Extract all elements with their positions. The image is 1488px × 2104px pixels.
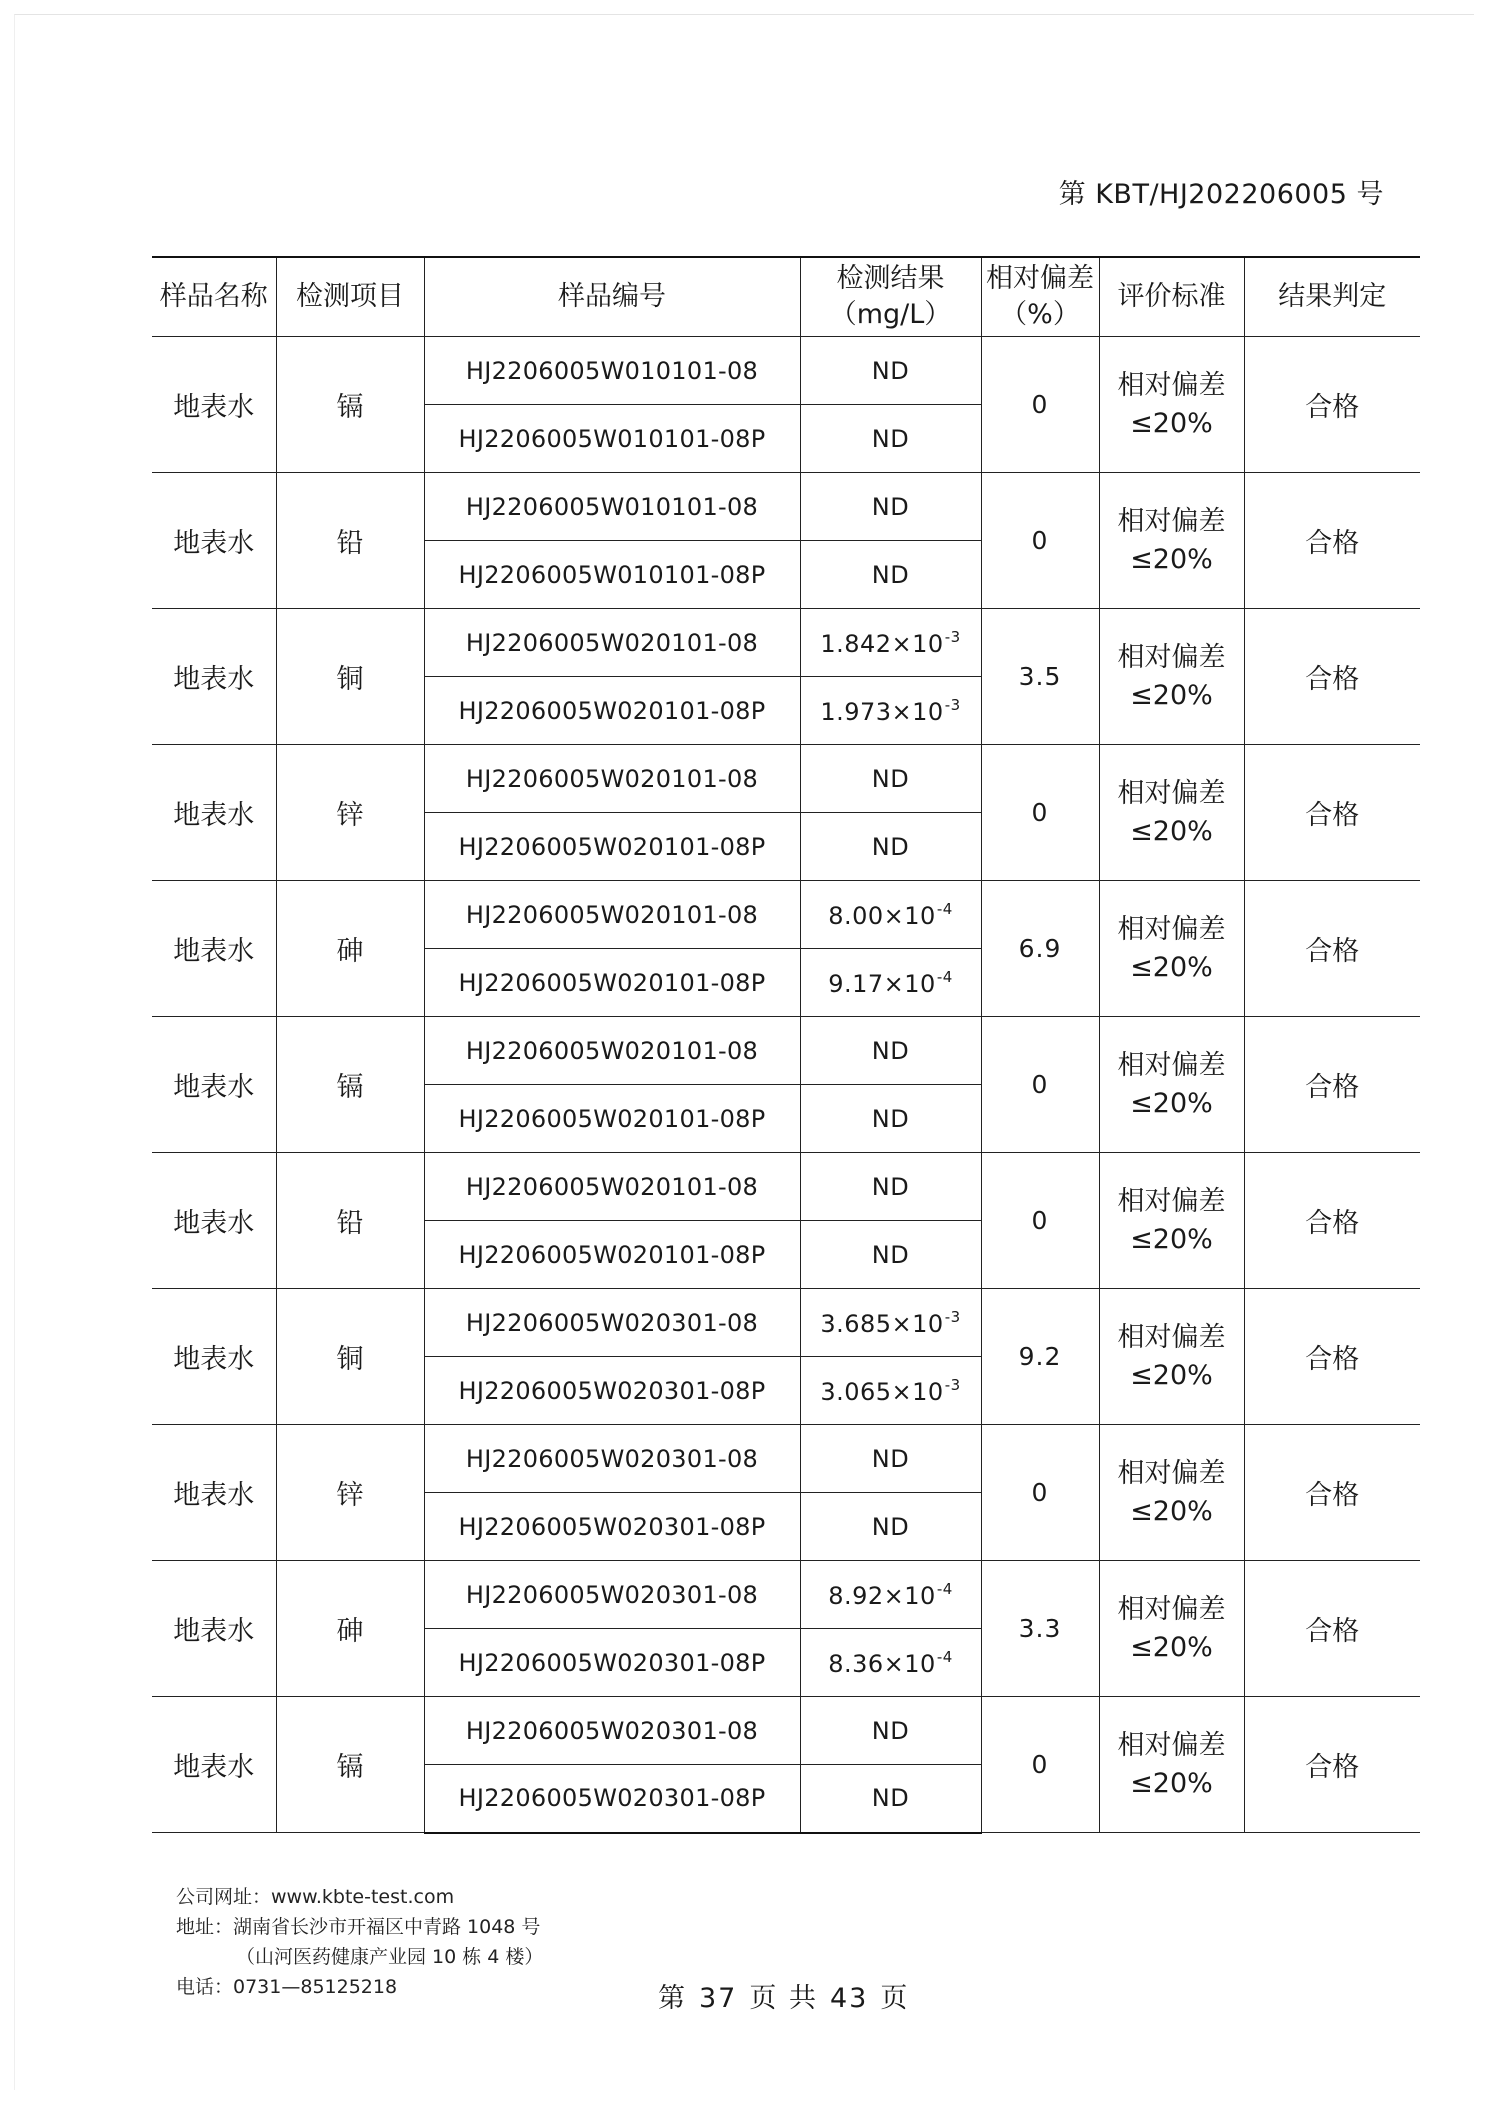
test-item-cell: 镉 bbox=[276, 337, 424, 473]
sample-id-cell: HJ2206005W020101-08P bbox=[424, 1221, 800, 1289]
sample-id-cell: HJ2206005W020101-08P bbox=[424, 1085, 800, 1153]
result-cell bbox=[800, 881, 981, 949]
report-number: 第 KBT/HJ202206005 号 bbox=[1058, 179, 1384, 210]
standard-label: 相对偏差 bbox=[1117, 1457, 1226, 1489]
sample-id-cell: HJ2206005W010101-08 bbox=[424, 337, 800, 405]
result-cell bbox=[800, 1221, 981, 1289]
sample-id-cell: HJ2206005W010101-08P bbox=[424, 405, 800, 473]
result-exponent: -4 bbox=[936, 967, 953, 986]
result-value: 9.17×10 bbox=[828, 969, 936, 998]
judgment-cell: 合格 bbox=[1244, 1289, 1420, 1425]
result-cell bbox=[800, 541, 981, 609]
relative-deviation-cell: 9.2 bbox=[981, 1289, 1099, 1425]
result-cell bbox=[800, 813, 981, 881]
results-table bbox=[152, 256, 1420, 1834]
judgment-cell: 合格 bbox=[1244, 881, 1420, 1017]
sample-name-cell: 地表水 bbox=[152, 473, 276, 609]
result-cell bbox=[800, 677, 981, 745]
sample-name-cell: 地表水 bbox=[152, 1289, 276, 1425]
table-row bbox=[152, 337, 1420, 405]
sample-id-cell: HJ2206005W020101-08 bbox=[424, 745, 800, 813]
result-value: ND bbox=[871, 1512, 910, 1541]
header-test-item: 检测项目 bbox=[276, 257, 424, 337]
result-exponent: -3 bbox=[944, 1307, 961, 1326]
result-cell bbox=[800, 1561, 981, 1629]
result-exponent: -4 bbox=[936, 899, 953, 918]
relative-deviation-cell: 0 bbox=[981, 1697, 1099, 1833]
judgment-cell: 合格 bbox=[1244, 1561, 1420, 1697]
standard-limit: ≤20% bbox=[1130, 815, 1213, 847]
company-phone: 电话：0731—85125218 bbox=[176, 1976, 398, 1998]
standard-label: 相对偏差 bbox=[1117, 1185, 1226, 1217]
sample-id-cell: HJ2206005W020301-08 bbox=[424, 1289, 800, 1357]
result-value: 1.973×10 bbox=[820, 697, 944, 726]
result-exponent: -3 bbox=[944, 695, 961, 714]
result-cell bbox=[800, 1765, 981, 1833]
standard-label: 相对偏差 bbox=[1117, 1729, 1226, 1761]
result-value: ND bbox=[871, 492, 910, 521]
table-row bbox=[152, 609, 1420, 677]
sample-id-cell: HJ2206005W020101-08 bbox=[424, 1153, 800, 1221]
judgment-cell: 合格 bbox=[1244, 1425, 1420, 1561]
sample-id-cell: HJ2206005W020301-08P bbox=[424, 1629, 800, 1697]
sample-name-cell: 地表水 bbox=[152, 881, 276, 1017]
standard-cell bbox=[1099, 337, 1244, 473]
table-row bbox=[152, 1017, 1420, 1085]
sample-id-cell: HJ2206005W020301-08P bbox=[424, 1357, 800, 1425]
test-item-cell: 铜 bbox=[276, 609, 424, 745]
company-address: 地址：湖南省长沙市开福区中青路 1048 号 bbox=[176, 1916, 541, 1938]
judgment-cell: 合格 bbox=[1244, 1153, 1420, 1289]
result-exponent: -4 bbox=[936, 1647, 953, 1666]
result-value: ND bbox=[871, 1444, 910, 1473]
result-value: ND bbox=[871, 424, 910, 453]
relative-deviation-cell: 0 bbox=[981, 1017, 1099, 1153]
judgment-cell: 合格 bbox=[1244, 609, 1420, 745]
sample-id-cell: HJ2206005W020301-08P bbox=[424, 1493, 800, 1561]
relative-deviation-cell: 3.3 bbox=[981, 1561, 1099, 1697]
result-cell bbox=[800, 1153, 981, 1221]
result-cell bbox=[800, 337, 981, 405]
sample-id-cell: HJ2206005W020301-08 bbox=[424, 1425, 800, 1493]
standard-cell bbox=[1099, 745, 1244, 881]
result-exponent: -4 bbox=[936, 1579, 953, 1598]
result-value: 8.92×10 bbox=[828, 1581, 936, 1610]
standard-cell bbox=[1099, 1561, 1244, 1697]
result-cell bbox=[800, 609, 981, 677]
result-value: ND bbox=[871, 1240, 910, 1269]
header-judgment: 结果判定 bbox=[1244, 257, 1420, 337]
result-value: 8.36×10 bbox=[828, 1649, 936, 1678]
sample-name-cell: 地表水 bbox=[152, 1561, 276, 1697]
company-address-detail: （山河医药健康产业园 10 栋 4 楼） bbox=[236, 1946, 544, 1968]
result-value: 3.685×10 bbox=[820, 1309, 944, 1338]
result-value: 8.00×10 bbox=[828, 901, 936, 930]
relative-deviation-cell: 0 bbox=[981, 745, 1099, 881]
standard-limit: ≤20% bbox=[1130, 1359, 1213, 1391]
page-number-prefix: 第 bbox=[658, 1983, 687, 2014]
standard-limit: ≤20% bbox=[1130, 543, 1213, 575]
standard-label: 相对偏差 bbox=[1117, 1593, 1226, 1625]
table-row bbox=[152, 1153, 1420, 1221]
standard-cell bbox=[1099, 1289, 1244, 1425]
relative-deviation-cell: 0 bbox=[981, 1425, 1099, 1561]
table-row bbox=[152, 1425, 1420, 1493]
header-result: 检测结果（mg/L） bbox=[800, 257, 981, 337]
standard-cell bbox=[1099, 1697, 1244, 1833]
judgment-cell: 合格 bbox=[1244, 745, 1420, 881]
result-value: ND bbox=[871, 1104, 910, 1133]
result-value: ND bbox=[871, 356, 910, 385]
result-value: 1.842×10 bbox=[820, 629, 944, 658]
result-cell bbox=[800, 949, 981, 1017]
result-cell bbox=[800, 1289, 981, 1357]
result-cell bbox=[800, 405, 981, 473]
result-value: 3.065×10 bbox=[820, 1377, 944, 1406]
standard-limit: ≤20% bbox=[1130, 1087, 1213, 1119]
relative-deviation-cell: 3.5 bbox=[981, 609, 1099, 745]
sample-id-cell: HJ2206005W020101-08P bbox=[424, 949, 800, 1017]
result-cell bbox=[800, 1493, 981, 1561]
standard-limit: ≤20% bbox=[1130, 1767, 1213, 1799]
relative-deviation-cell: 0 bbox=[981, 337, 1099, 473]
standard-label: 相对偏差 bbox=[1117, 777, 1226, 809]
sample-id-cell: HJ2206005W020301-08 bbox=[424, 1697, 800, 1765]
test-item-cell: 锌 bbox=[276, 1425, 424, 1561]
header-relative-deviation: 相对偏差（%） bbox=[981, 257, 1099, 337]
sample-name-cell: 地表水 bbox=[152, 1153, 276, 1289]
page-number-middle: 页 共 bbox=[749, 1983, 818, 2014]
result-cell bbox=[800, 1085, 981, 1153]
standard-cell bbox=[1099, 473, 1244, 609]
standard-label: 相对偏差 bbox=[1117, 369, 1226, 401]
page-number-current: 37 bbox=[699, 1983, 738, 2014]
sample-id-cell: HJ2206005W020301-08 bbox=[424, 1561, 800, 1629]
table-row bbox=[152, 1697, 1420, 1765]
test-item-cell: 镉 bbox=[276, 1697, 424, 1833]
standard-label: 相对偏差 bbox=[1117, 1321, 1226, 1353]
judgment-cell: 合格 bbox=[1244, 473, 1420, 609]
table-row bbox=[152, 1561, 1420, 1629]
page-number bbox=[652, 1976, 915, 2015]
sample-id-cell: HJ2206005W020101-08P bbox=[424, 677, 800, 745]
sample-id-cell: HJ2206005W010101-08 bbox=[424, 473, 800, 541]
result-value: ND bbox=[871, 1172, 910, 1201]
company-footer bbox=[176, 1882, 543, 2002]
table-body bbox=[152, 337, 1420, 1833]
result-value: ND bbox=[871, 1716, 910, 1745]
standard-label: 相对偏差 bbox=[1117, 1049, 1226, 1081]
result-exponent: -3 bbox=[944, 627, 961, 646]
standard-limit: ≤20% bbox=[1130, 679, 1213, 711]
result-cell bbox=[800, 1357, 981, 1425]
result-value: ND bbox=[871, 1036, 910, 1065]
sample-name-cell: 地表水 bbox=[152, 1425, 276, 1561]
page-number-suffix: 页 bbox=[880, 1983, 910, 2014]
standard-cell bbox=[1099, 1425, 1244, 1561]
result-exponent: -3 bbox=[944, 1375, 961, 1394]
standard-label: 相对偏差 bbox=[1117, 505, 1226, 537]
sample-id-cell: HJ2206005W020101-08 bbox=[424, 609, 800, 677]
table-row bbox=[152, 881, 1420, 949]
result-cell bbox=[800, 473, 981, 541]
sample-id-cell: HJ2206005W010101-08P bbox=[424, 541, 800, 609]
judgment-cell: 合格 bbox=[1244, 337, 1420, 473]
result-value: ND bbox=[871, 832, 910, 861]
header-sample-id: 样品编号 bbox=[424, 257, 800, 337]
sample-name-cell: 地表水 bbox=[152, 1697, 276, 1833]
sample-name-cell: 地表水 bbox=[152, 745, 276, 881]
relative-deviation-cell: 0 bbox=[981, 1153, 1099, 1289]
standard-label: 相对偏差 bbox=[1117, 641, 1226, 673]
test-item-cell: 铜 bbox=[276, 1289, 424, 1425]
header-standard: 评价标准 bbox=[1099, 257, 1244, 337]
sample-id-cell: HJ2206005W020301-08P bbox=[424, 1765, 800, 1833]
test-item-cell: 砷 bbox=[276, 1561, 424, 1697]
sample-name-cell: 地表水 bbox=[152, 1017, 276, 1153]
test-item-cell: 铅 bbox=[276, 473, 424, 609]
standard-limit: ≤20% bbox=[1130, 407, 1213, 439]
result-cell bbox=[800, 745, 981, 813]
sample-id-cell: HJ2206005W020101-08 bbox=[424, 1017, 800, 1085]
standard-cell bbox=[1099, 1153, 1244, 1289]
test-item-cell: 铅 bbox=[276, 1153, 424, 1289]
sample-id-cell: HJ2206005W020101-08P bbox=[424, 813, 800, 881]
result-value: ND bbox=[871, 560, 910, 589]
result-cell bbox=[800, 1629, 981, 1697]
table-row bbox=[152, 1289, 1420, 1357]
sample-name-cell: 地表水 bbox=[152, 337, 276, 473]
company-website: 公司网址：www.kbte-test.com bbox=[176, 1886, 455, 1908]
test-item-cell: 砷 bbox=[276, 881, 424, 1017]
result-value: ND bbox=[871, 1784, 910, 1813]
table-row bbox=[152, 745, 1420, 813]
header-sample-name: 样品名称 bbox=[152, 257, 276, 337]
standard-cell bbox=[1099, 1017, 1244, 1153]
result-cell bbox=[800, 1425, 981, 1493]
sample-name-cell: 地表水 bbox=[152, 609, 276, 745]
standard-limit: ≤20% bbox=[1130, 1223, 1213, 1255]
result-cell bbox=[800, 1017, 981, 1085]
standard-limit: ≤20% bbox=[1130, 951, 1213, 983]
sample-id-cell: HJ2206005W020101-08 bbox=[424, 881, 800, 949]
judgment-cell: 合格 bbox=[1244, 1697, 1420, 1833]
relative-deviation-cell: 6.9 bbox=[981, 881, 1099, 1017]
standard-cell bbox=[1099, 881, 1244, 1017]
standard-cell bbox=[1099, 609, 1244, 745]
page-number-total: 43 bbox=[829, 1983, 869, 2014]
test-item-cell: 锌 bbox=[276, 745, 424, 881]
relative-deviation-cell: 0 bbox=[981, 473, 1099, 609]
table-row bbox=[152, 473, 1420, 541]
result-cell bbox=[800, 1697, 981, 1765]
test-item-cell: 镉 bbox=[276, 1017, 424, 1153]
result-value: ND bbox=[871, 764, 910, 793]
standard-limit: ≤20% bbox=[1130, 1495, 1213, 1527]
standard-limit: ≤20% bbox=[1130, 1631, 1213, 1663]
table-header-row bbox=[152, 257, 1420, 337]
standard-label: 相对偏差 bbox=[1117, 913, 1226, 945]
judgment-cell: 合格 bbox=[1244, 1017, 1420, 1153]
